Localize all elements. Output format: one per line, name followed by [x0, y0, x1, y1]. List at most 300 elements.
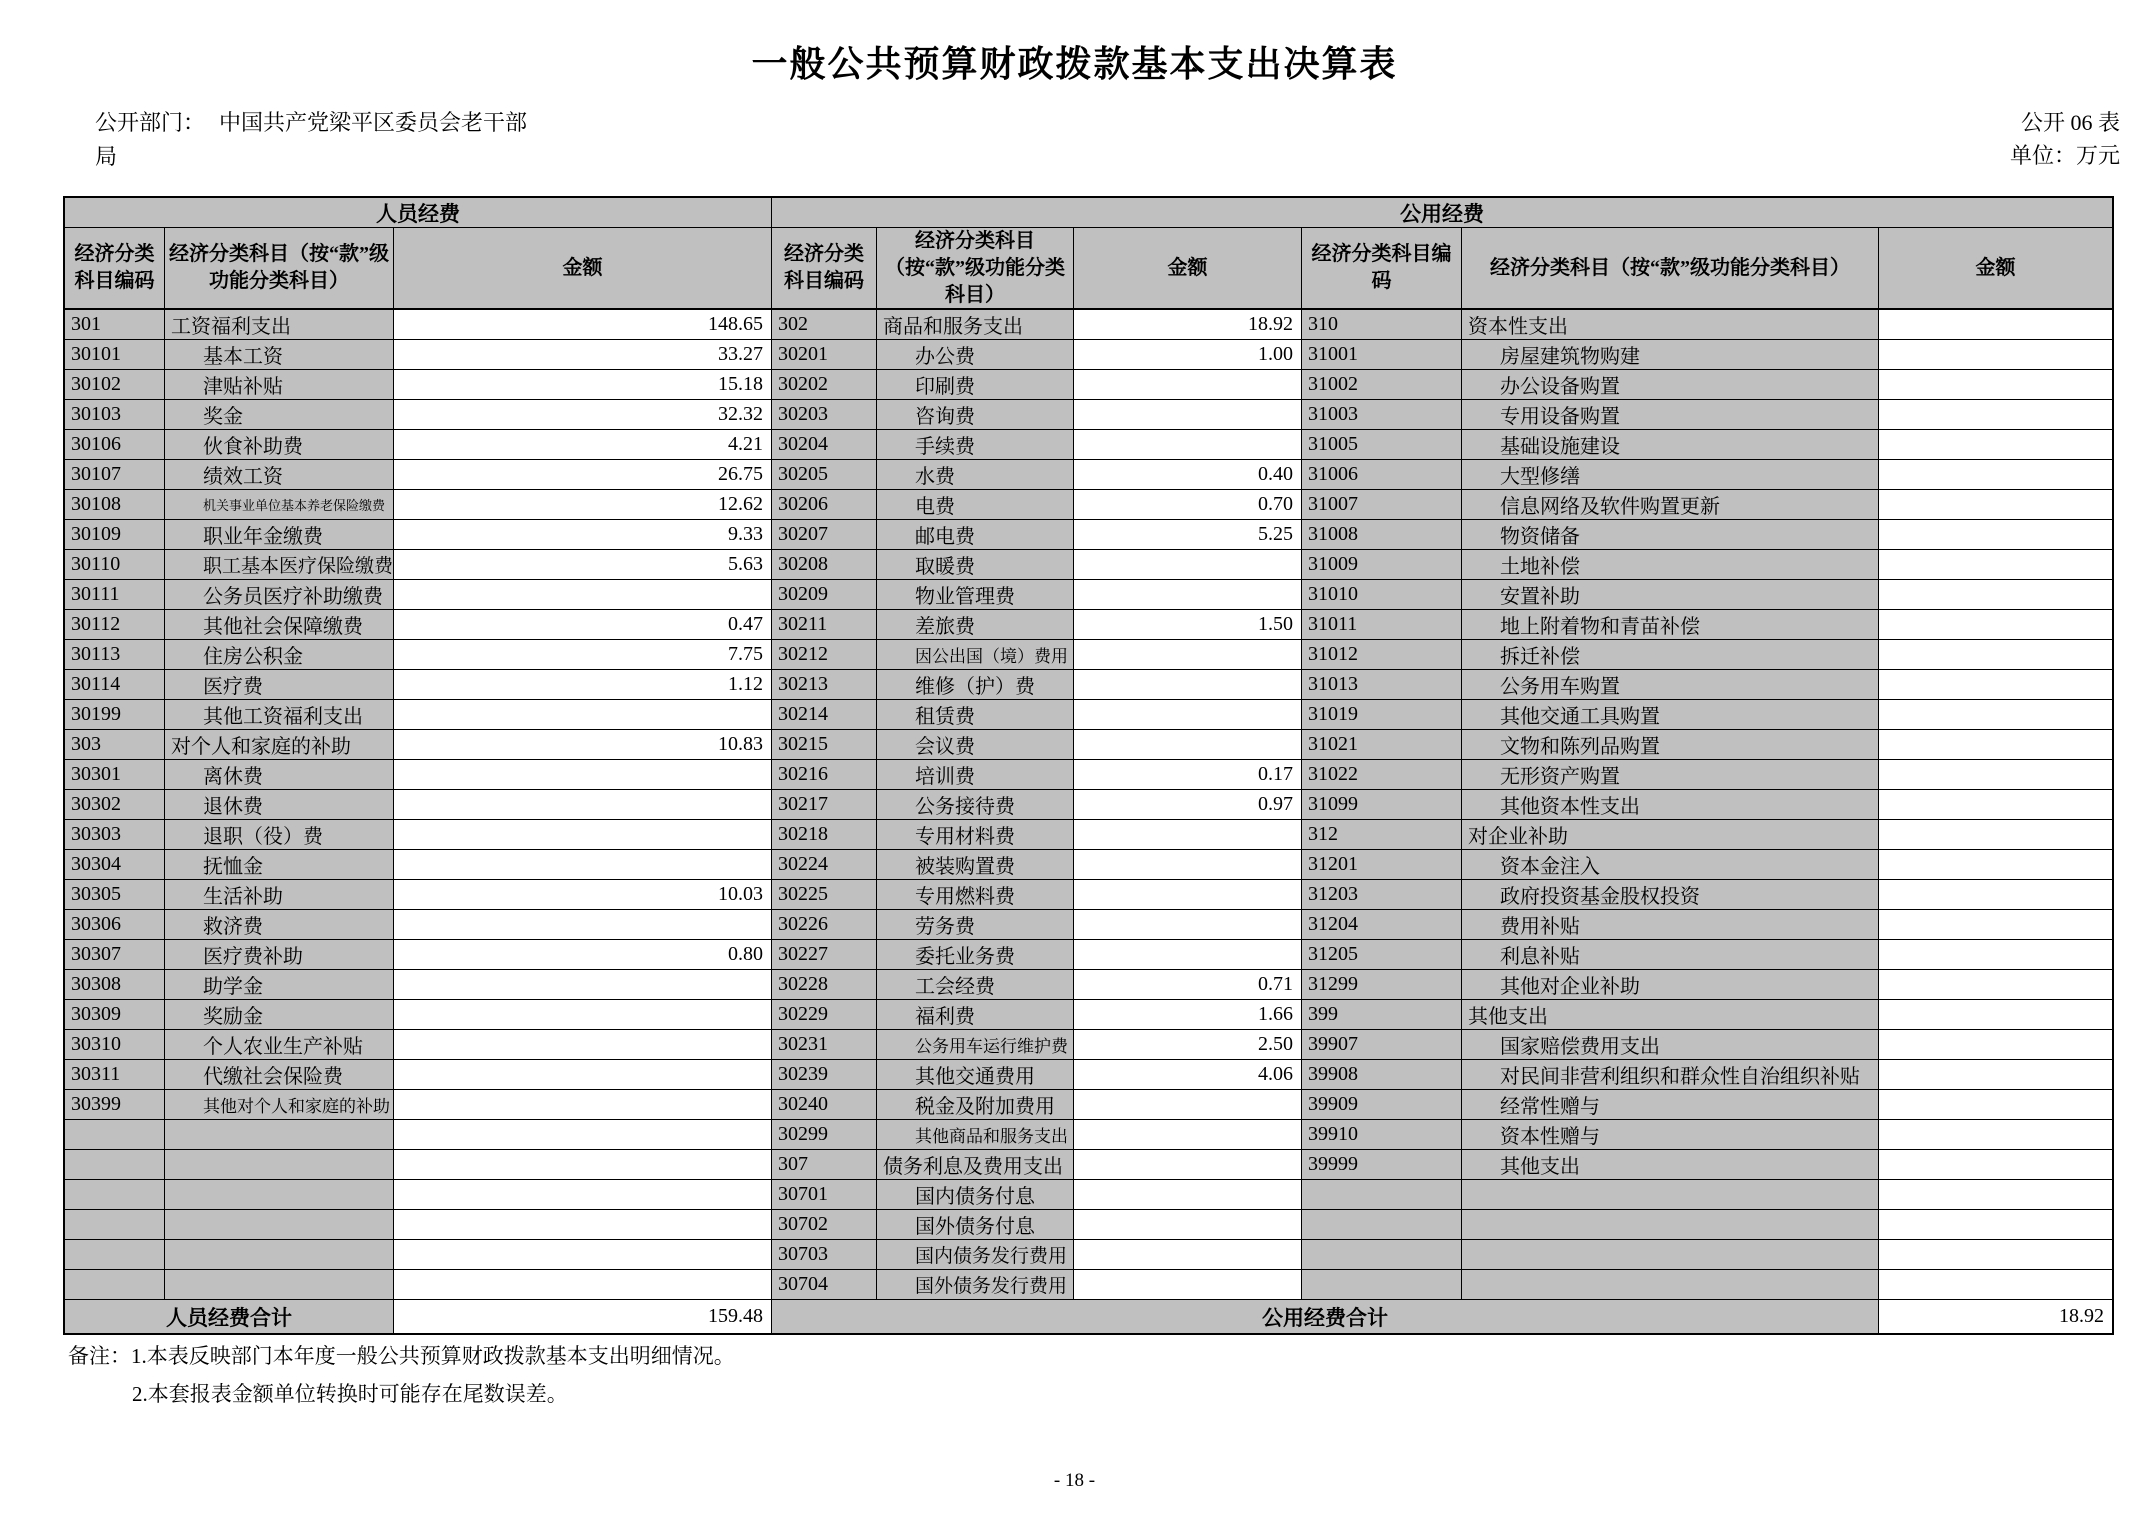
amount-cell: [1074, 880, 1302, 910]
code-cell: 30109: [65, 520, 165, 550]
code-cell: 39999: [1302, 1150, 1462, 1180]
amount-cell: 5.25: [1074, 520, 1302, 550]
code-cell: 31205: [1302, 940, 1462, 970]
amount-cell: [1879, 670, 2112, 700]
amount-cell: 4.21: [394, 430, 772, 460]
code-cell: [65, 1270, 165, 1300]
subject-cell: 国外债务付息: [877, 1210, 1074, 1240]
amount-cell: [1879, 1090, 2112, 1120]
subject-cell: 会议费: [877, 730, 1074, 760]
subject-cell: 资本金注入: [1462, 850, 1879, 880]
subject-cell: 国外债务发行费用: [877, 1270, 1074, 1300]
code-cell: 30110: [65, 550, 165, 580]
subject-cell: [165, 1210, 394, 1240]
code-cell: [65, 1150, 165, 1180]
code-cell: 31099: [1302, 790, 1462, 820]
subject-cell: 其他支出: [1462, 1000, 1879, 1030]
amount-cell: [1879, 1180, 2112, 1210]
amount-cell: [1879, 520, 2112, 550]
subject-cell: 医疗费补助: [165, 940, 394, 970]
code-cell: 31013: [1302, 670, 1462, 700]
subject-cell: 资本性支出: [1462, 310, 1879, 340]
note-line-2: 2.本套报表金额单位转换时可能存在尾数误差。: [132, 1382, 568, 1406]
subject-cell: 安置补助: [1462, 580, 1879, 610]
code-cell: 30216: [772, 760, 877, 790]
amount-cell: 4.06: [1074, 1060, 1302, 1090]
subject-cell: 电费: [877, 490, 1074, 520]
amount-cell: [1879, 910, 2112, 940]
subject-cell: 维修（护）费: [877, 670, 1074, 700]
subject-cell: 对个人和家庭的补助: [165, 730, 394, 760]
subject-cell: 职工基本医疗保险缴费: [165, 550, 394, 580]
subject-cell: 奖金: [165, 400, 394, 430]
amount-cell: [1879, 400, 2112, 430]
code-cell: 30218: [772, 820, 877, 850]
subject-cell: [165, 1240, 394, 1270]
page-number: - 18 -: [1053, 1470, 1096, 1491]
personnel-total-label: 人员经费合计: [65, 1300, 394, 1333]
subject-cell: 专用材料费: [877, 820, 1074, 850]
subject-cell: 政府投资基金股权投资: [1462, 880, 1879, 910]
column-header-subject: 经济分类科目（按“款”级功能分类科目）: [165, 228, 394, 310]
code-cell: 31019: [1302, 700, 1462, 730]
subject-cell: 水费: [877, 460, 1074, 490]
amount-cell: [394, 700, 772, 730]
amount-cell: [1879, 460, 2112, 490]
amount-cell: [1879, 550, 2112, 580]
subject-cell: 公务员医疗补助缴费: [165, 580, 394, 610]
amount-cell: [1879, 970, 2112, 1000]
subject-cell: 办公设备购置: [1462, 370, 1879, 400]
amount-cell: [1074, 700, 1302, 730]
subject-cell: 物资储备: [1462, 520, 1879, 550]
subject-cell: 费用补贴: [1462, 910, 1879, 940]
amount-cell: 33.27: [394, 340, 772, 370]
subject-cell: 其他支出: [1462, 1150, 1879, 1180]
subject-cell: 专用燃料费: [877, 880, 1074, 910]
code-cell: 31201: [1302, 850, 1462, 880]
code-cell: 30205: [772, 460, 877, 490]
subject-cell: 地上附着物和青苗补偿: [1462, 610, 1879, 640]
code-cell: 30209: [772, 580, 877, 610]
code-cell: 30299: [772, 1120, 877, 1150]
code-cell: 30215: [772, 730, 877, 760]
code-cell: 30226: [772, 910, 877, 940]
subject-cell: 咨询费: [877, 400, 1074, 430]
subject-cell: 其他资本性支出: [1462, 790, 1879, 820]
amount-cell: [1879, 610, 2112, 640]
amount-cell: [1074, 1120, 1302, 1150]
code-cell: 39909: [1302, 1090, 1462, 1120]
code-cell: 30207: [772, 520, 877, 550]
subject-cell: 个人农业生产补贴: [165, 1030, 394, 1060]
amount-cell: [1074, 1270, 1302, 1300]
subject-cell: 国家赔偿费用支出: [1462, 1030, 1879, 1060]
amount-cell: 18.92: [1074, 310, 1302, 340]
code-cell: 31010: [1302, 580, 1462, 610]
amount-cell: [1879, 1000, 2112, 1030]
subject-cell: 办公费: [877, 340, 1074, 370]
code-cell: 30204: [772, 430, 877, 460]
code-cell: 31008: [1302, 520, 1462, 550]
subject-cell: 对民间非营利组织和群众性自治组织补贴: [1462, 1060, 1879, 1090]
amount-cell: [394, 1150, 772, 1180]
code-cell: 30239: [772, 1060, 877, 1090]
amount-cell: [1879, 430, 2112, 460]
column-header-amount: 金额: [1074, 228, 1302, 310]
amount-cell: [1879, 940, 2112, 970]
subject-cell: 其他对个人和家庭的补助: [165, 1090, 394, 1120]
code-cell: 30111: [65, 580, 165, 610]
code-cell: 30103: [65, 400, 165, 430]
subject-cell: 因公出国（境）费用: [877, 640, 1074, 670]
amount-cell: [1879, 490, 2112, 520]
code-cell: 30113: [65, 640, 165, 670]
amount-cell: 0.97: [1074, 790, 1302, 820]
code-cell: 30101: [65, 340, 165, 370]
amount-cell: [1074, 1180, 1302, 1210]
subject-cell: 代缴社会保险费: [165, 1060, 394, 1090]
code-cell: 39908: [1302, 1060, 1462, 1090]
amount-cell: [1879, 370, 2112, 400]
public-total-amount: 18.92: [1879, 1300, 2112, 1333]
amount-cell: [394, 580, 772, 610]
code-cell: [65, 1180, 165, 1210]
subject-cell: 生活补助: [165, 880, 394, 910]
amount-cell: [1074, 1210, 1302, 1240]
subject-cell: 债务利息及费用支出: [877, 1150, 1074, 1180]
code-cell: 30112: [65, 610, 165, 640]
subject-cell: 公务用车购置: [1462, 670, 1879, 700]
code-cell: 30224: [772, 850, 877, 880]
code-cell: 31001: [1302, 340, 1462, 370]
subject-cell: 其他商品和服务支出: [877, 1120, 1074, 1150]
amount-cell: 26.75: [394, 460, 772, 490]
notes-label: 备注：: [68, 1344, 131, 1368]
amount-cell: [394, 850, 772, 880]
code-cell: 310: [1302, 310, 1462, 340]
subject-cell: 文物和陈列品购置: [1462, 730, 1879, 760]
subject-cell: 专用设备购置: [1462, 400, 1879, 430]
subject-cell: 奖励金: [165, 1000, 394, 1030]
subject-cell: 其他交通工具购置: [1462, 700, 1879, 730]
amount-cell: [1879, 1270, 2112, 1300]
amount-cell: [1879, 340, 2112, 370]
code-cell: 30213: [772, 670, 877, 700]
subject-cell: 绩效工资: [165, 460, 394, 490]
amount-cell: [1074, 940, 1302, 970]
subject-cell: 房屋建筑物购建: [1462, 340, 1879, 370]
amount-cell: 7.75: [394, 640, 772, 670]
amount-cell: [394, 1030, 772, 1060]
subject-cell: 国内债务发行费用: [877, 1240, 1074, 1270]
code-cell: 30701: [772, 1180, 877, 1210]
subject-cell: 医疗费: [165, 670, 394, 700]
subject-cell: 基础设施建设: [1462, 430, 1879, 460]
amount-cell: [1879, 850, 2112, 880]
subject-cell: [1462, 1210, 1879, 1240]
amount-cell: 10.83: [394, 730, 772, 760]
subject-cell: 其他交通费用: [877, 1060, 1074, 1090]
subject-cell: 培训费: [877, 760, 1074, 790]
code-cell: 31011: [1302, 610, 1462, 640]
subject-cell: 工会经费: [877, 970, 1074, 1000]
code-cell: 303: [65, 730, 165, 760]
amount-cell: [1879, 880, 2112, 910]
subject-cell: [1462, 1270, 1879, 1300]
code-cell: 31021: [1302, 730, 1462, 760]
subject-cell: 福利费: [877, 1000, 1074, 1030]
subject-cell: 国内债务付息: [877, 1180, 1074, 1210]
code-cell: 31006: [1302, 460, 1462, 490]
code-cell: 30201: [772, 340, 877, 370]
expenditure-table: [63, 196, 2114, 1335]
department-label: 公开部门：: [95, 110, 206, 135]
subject-cell: 对企业补助: [1462, 820, 1879, 850]
amount-cell: 0.40: [1074, 460, 1302, 490]
amount-cell: [394, 1240, 772, 1270]
subject-cell: 租赁费: [877, 700, 1074, 730]
code-cell: 30704: [772, 1270, 877, 1300]
subject-cell: 委托业务费: [877, 940, 1074, 970]
subject-cell: 手续费: [877, 430, 1074, 460]
subject-cell: 取暖费: [877, 550, 1074, 580]
subject-cell: 公务用车运行维护费: [877, 1030, 1074, 1060]
code-cell: 30399: [65, 1090, 165, 1120]
subject-cell: 工资福利支出: [165, 310, 394, 340]
code-cell: [1302, 1240, 1462, 1270]
column-header-subject: 经济分类科目（按“款”级功能分类科目）: [877, 228, 1074, 310]
code-cell: 31299: [1302, 970, 1462, 1000]
amount-cell: [1879, 730, 2112, 760]
department-line: [95, 106, 535, 174]
amount-cell: 1.00: [1074, 340, 1302, 370]
amount-cell: 0.71: [1074, 970, 1302, 1000]
amount-cell: [1879, 700, 2112, 730]
subject-cell: 信息网络及软件购置更新: [1462, 490, 1879, 520]
amount-cell: [394, 970, 772, 1000]
subject-cell: 商品和服务支出: [877, 310, 1074, 340]
code-cell: 30309: [65, 1000, 165, 1030]
amount-cell: [1074, 1240, 1302, 1270]
subject-cell: [165, 1270, 394, 1300]
code-cell: 30225: [772, 880, 877, 910]
code-cell: 30211: [772, 610, 877, 640]
code-cell: 39910: [1302, 1120, 1462, 1150]
amount-cell: [394, 760, 772, 790]
subject-cell: 救济费: [165, 910, 394, 940]
amount-cell: 10.03: [394, 880, 772, 910]
code-cell: [1302, 1270, 1462, 1300]
personnel-total-amount: 159.48: [394, 1300, 772, 1333]
page-title: 一般公共预算财政拨款基本支出决算表: [751, 44, 1398, 84]
subject-cell: 拆迁补偿: [1462, 640, 1879, 670]
subject-cell: 大型修缮: [1462, 460, 1879, 490]
subject-cell: 土地补偿: [1462, 550, 1879, 580]
meta-right: [2010, 106, 2120, 172]
subject-cell: 离休费: [165, 760, 394, 790]
subject-cell: [165, 1150, 394, 1180]
code-cell: 30214: [772, 700, 877, 730]
code-cell: 31002: [1302, 370, 1462, 400]
code-cell: 30302: [65, 790, 165, 820]
amount-cell: [1879, 640, 2112, 670]
code-cell: 31012: [1302, 640, 1462, 670]
code-cell: 30311: [65, 1060, 165, 1090]
code-cell: 30199: [65, 700, 165, 730]
code-cell: 39907: [1302, 1030, 1462, 1060]
amount-cell: [1074, 1090, 1302, 1120]
code-cell: 30310: [65, 1030, 165, 1060]
subject-cell: 无形资产购置: [1462, 760, 1879, 790]
subject-cell: 其他对企业补助: [1462, 970, 1879, 1000]
amount-cell: [394, 1000, 772, 1030]
amount-cell: [394, 910, 772, 940]
subject-cell: 经常性赠与: [1462, 1090, 1879, 1120]
amount-cell: 32.32: [394, 400, 772, 430]
code-cell: 31203: [1302, 880, 1462, 910]
amount-cell: [1074, 580, 1302, 610]
column-header-subject: 经济分类科目（按“款”级功能分类科目）: [1462, 228, 1879, 310]
code-cell: 30217: [772, 790, 877, 820]
subject-cell: 公务接待费: [877, 790, 1074, 820]
amount-cell: [1879, 820, 2112, 850]
code-cell: 30303: [65, 820, 165, 850]
subject-cell: 税金及附加费用: [877, 1090, 1074, 1120]
subject-cell: [1462, 1240, 1879, 1270]
amount-cell: [1074, 400, 1302, 430]
amount-cell: [1074, 640, 1302, 670]
amount-cell: [1879, 1150, 2112, 1180]
code-cell: 30229: [772, 1000, 877, 1030]
subject-cell: 津贴补贴: [165, 370, 394, 400]
amount-cell: [1879, 1240, 2112, 1270]
amount-cell: [1074, 730, 1302, 760]
amount-cell: 1.50: [1074, 610, 1302, 640]
subject-cell: 其他社会保障缴费: [165, 610, 394, 640]
subject-cell: 利息补贴: [1462, 940, 1879, 970]
code-cell: 31003: [1302, 400, 1462, 430]
code-cell: 30208: [772, 550, 877, 580]
amount-cell: 0.17: [1074, 760, 1302, 790]
subject-cell: 劳务费: [877, 910, 1074, 940]
amount-cell: 1.12: [394, 670, 772, 700]
amount-cell: [1074, 550, 1302, 580]
amount-cell: [394, 1210, 772, 1240]
code-cell: 31005: [1302, 430, 1462, 460]
amount-cell: 0.70: [1074, 490, 1302, 520]
amount-cell: [1879, 1060, 2112, 1090]
subject-cell: [165, 1180, 394, 1210]
subject-cell: 职业年金缴费: [165, 520, 394, 550]
amount-cell: [1879, 1210, 2112, 1240]
amount-cell: [1879, 310, 2112, 340]
amount-cell: [1074, 910, 1302, 940]
code-cell: 30102: [65, 370, 165, 400]
subject-cell: 退职（役）费: [165, 820, 394, 850]
amount-cell: [394, 1120, 772, 1150]
subject-cell: 抚恤金: [165, 850, 394, 880]
amount-cell: [1074, 370, 1302, 400]
amount-cell: [394, 790, 772, 820]
code-cell: [65, 1210, 165, 1240]
amount-cell: [1074, 1150, 1302, 1180]
code-cell: [1302, 1210, 1462, 1240]
subject-cell: 退休费: [165, 790, 394, 820]
code-cell: 30306: [65, 910, 165, 940]
subject-cell: 基本工资: [165, 340, 394, 370]
amount-cell: [394, 820, 772, 850]
subject-cell: 资本性赠与: [1462, 1120, 1879, 1150]
amount-cell: 5.63: [394, 550, 772, 580]
department-name: 中国共产党梁平区委员会老干部局: [95, 110, 528, 170]
code-cell: 30231: [772, 1030, 877, 1060]
code-cell: 31022: [1302, 760, 1462, 790]
code-cell: 302: [772, 310, 877, 340]
code-cell: 30228: [772, 970, 877, 1000]
amount-cell: 0.47: [394, 610, 772, 640]
code-cell: 30307: [65, 940, 165, 970]
code-cell: 31204: [1302, 910, 1462, 940]
amount-cell: 1.66: [1074, 1000, 1302, 1030]
sheet-number: 公开 06 表: [2020, 110, 2120, 135]
amount-cell: [1879, 580, 2112, 610]
amount-cell: [1879, 1120, 2112, 1150]
subject-cell: 助学金: [165, 970, 394, 1000]
amount-cell: [1074, 670, 1302, 700]
code-cell: 30305: [65, 880, 165, 910]
section-header-public: 公用经费: [772, 198, 2112, 228]
code-cell: 31007: [1302, 490, 1462, 520]
code-cell: 301: [65, 310, 165, 340]
amount-cell: [1879, 790, 2112, 820]
code-cell: 30702: [772, 1210, 877, 1240]
code-cell: [1302, 1180, 1462, 1210]
code-cell: 30304: [65, 850, 165, 880]
code-cell: 312: [1302, 820, 1462, 850]
code-cell: 30114: [65, 670, 165, 700]
code-cell: 30308: [65, 970, 165, 1000]
code-cell: 30240: [772, 1090, 877, 1120]
section-header-personnel: 人员经费: [65, 198, 772, 228]
note-line-1: 备注：1.本表反映部门本年度一般公共预算财政拨款基本支出明细情况。: [68, 1344, 735, 1368]
subject-cell: 住房公积金: [165, 640, 394, 670]
subject-cell: 机关事业单位基本养老保险缴费: [165, 490, 394, 520]
code-cell: 30107: [65, 460, 165, 490]
amount-cell: [394, 1060, 772, 1090]
code-cell: 30212: [772, 640, 877, 670]
code-cell: 307: [772, 1150, 877, 1180]
code-cell: 30106: [65, 430, 165, 460]
code-cell: 30108: [65, 490, 165, 520]
code-cell: [65, 1120, 165, 1150]
amount-cell: 12.62: [394, 490, 772, 520]
subject-cell: 差旅费: [877, 610, 1074, 640]
code-cell: [65, 1240, 165, 1270]
amount-cell: [1074, 430, 1302, 460]
amount-cell: [394, 1090, 772, 1120]
code-cell: 30202: [772, 370, 877, 400]
subject-cell: 邮电费: [877, 520, 1074, 550]
subject-cell: 伙食补助费: [165, 430, 394, 460]
code-cell: 30703: [772, 1240, 877, 1270]
column-header-amount: 金额: [394, 228, 772, 310]
amount-cell: [394, 1180, 772, 1210]
amount-cell: 148.65: [394, 310, 772, 340]
unit-label: 单位：万元: [2009, 143, 2120, 168]
subject-cell: 被装购置费: [877, 850, 1074, 880]
subject-cell: [165, 1120, 394, 1150]
